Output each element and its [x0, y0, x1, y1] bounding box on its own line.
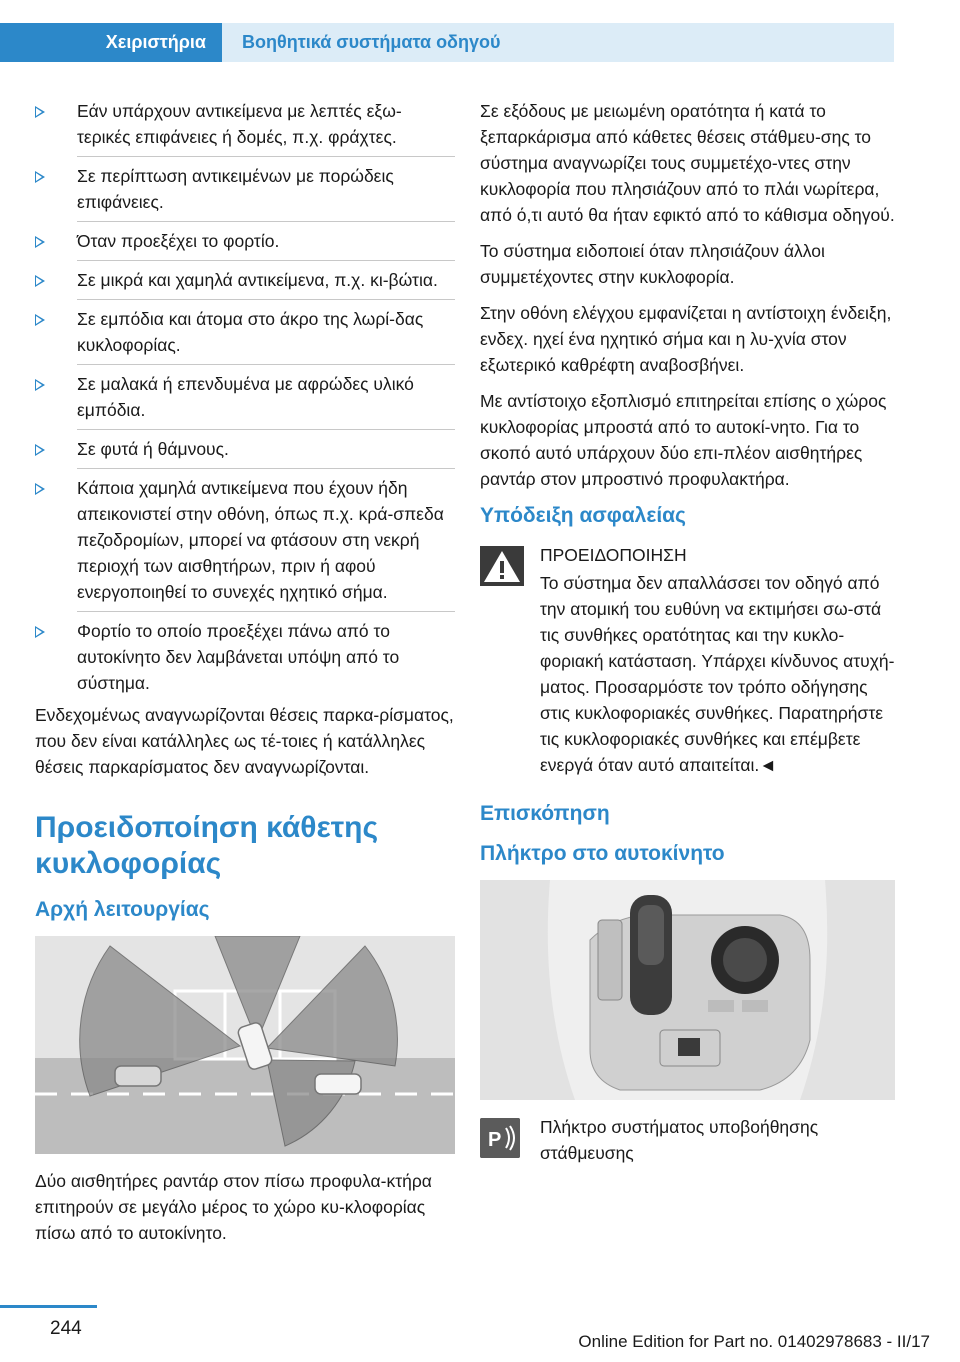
svg-text:P: P — [488, 1129, 502, 1151]
center-console-icon — [480, 880, 895, 1100]
triangle-bullet-icon — [35, 379, 45, 391]
subsection-title: Αρχή λειτουργίας — [35, 898, 210, 921]
warning-box — [480, 542, 895, 778]
tab-driver-assistance[interactable]: Βοηθητικά συστήματα οδηγού — [222, 23, 894, 62]
triangle-bullet-icon — [35, 626, 45, 638]
warning-body: Το σύστημα δεν απαλλάσσει τον οδηγό από την ατομική του ευθύνη να εκτιμήσει σω-στά τις συνθήκες ορατότητας και την κυκλο-φοριακή κατάσταση. Υπάρχει κίνδυνος ατυχή-ματος. Προσαρμόστε τον τρόπο οδήγησης στις κυκλοφοριακές συνθήκες. Παρατηρήστε τις κυκλοφοριακές συνθήκες και επέμβετε ενεργά όταν αυτό απαιτείται.◄ — [540, 573, 895, 775]
triangle-bullet-icon — [35, 106, 45, 118]
safety-title: Υπόδειξη ασφαλείας — [480, 504, 686, 527]
list-item: Φορτίο το οποίο προεξέχει πάνω από το αυτοκίνητο δεν λαμβάνεται υπόψη από το σύστημα. — [35, 618, 455, 696]
page-header — [0, 0, 960, 62]
figure-caption: Δύο αισθητήρες ραντάρ στον πίσω προφυλα-κτήρα επιτηρούν σε μεγάλο μέρος το χώρο κυ-κλοφορίας πίσω από το αυτοκίνητο. — [35, 1171, 432, 1243]
console-photo — [480, 880, 895, 1100]
page-number: 244 — [50, 1318, 82, 1339]
list-item: Εάν υπάρχουν αντικείμενα με λεπτές εξω-τερικές επιφάνειες ή δομές, π.χ. φράχτες. — [35, 98, 455, 157]
list-item: Σε εμπόδια και άτομα στο άκρο της λωρί-δας κυκλοφορίας. — [35, 306, 455, 365]
tab-controls[interactable]: Χειριστήρια — [0, 23, 222, 62]
limitations-list — [35, 98, 455, 696]
button-caption: P Πλήκτρο συστήματος υποβοήθησης στάθμευσης — [480, 1114, 895, 1166]
parking-recognition-note: Ενδεχομένως αναγνωρίζονται θέσεις παρκα-ρίσματος, που δεν είναι κατάλληλες ως τέ-τοιες ή κατάλληλες θέσεις παρκαρίσματος δεν αναγνωρίζονται. — [35, 705, 454, 777]
list-item: Σε μικρά και χαμηλά αντικείμενα, π.χ. κι-βώτια. — [35, 267, 455, 300]
warning-title: ΠΡΟΕΙΔΟΠΟΙΗΣΗ — [540, 545, 687, 565]
triangle-bullet-icon — [35, 171, 45, 183]
triangle-bullet-icon — [35, 236, 45, 248]
paragraph: Το σύστημα ειδοποιεί όταν πλησιάζουν άλλοι συμμετέχοντες στην κυκλοφορία. — [480, 241, 825, 287]
right-column — [480, 98, 895, 1166]
paragraph: Με αντίστοιχο εξοπλισμό επιτηρείται επίσης ο χώρος κυκλοφορίας μπροστά από το αυτοκί-νητο. Για το σκοπό αυτό υπάρχουν δύο επι-πλέον αισθητήρες ραντάρ στον μπροστινό προφυλακτήρα. — [480, 391, 887, 489]
warning-triangle-icon — [480, 546, 524, 586]
cross-traffic-radar-icon — [35, 936, 455, 1154]
overview-title: Επισκόπηση — [480, 802, 610, 825]
triangle-bullet-icon — [35, 314, 45, 326]
list-item: Σε περίπτωση αντικειμένων με πορώδεις επιφάνειες. — [35, 163, 455, 222]
list-item: Σε μαλακά ή επενδυμένα με αφρώδες υλικό εμπόδια. — [35, 371, 455, 430]
triangle-bullet-icon — [35, 275, 45, 287]
triangle-bullet-icon — [35, 444, 45, 456]
list-item: Κάποια χαμηλά αντικείμενα που έχουν ήδη απεικονιστεί στην οθόνη, όπως π.χ. κρά-σπεδα πεζοδρομίων, μπορεί να φτάσουν στη νεκρή περιοχή των αισθητήρων, πριν ή αφού ενεργοποιηθεί το συνεχές ηχητικό σήμα. — [35, 475, 455, 612]
section-title: Προειδοποίηση κάθετης κυκλοφορίας — [35, 811, 379, 880]
footer-rule — [0, 1305, 97, 1308]
triangle-bullet-icon — [35, 483, 45, 495]
parking-assist-button-icon — [480, 1118, 520, 1158]
paragraph: Στην οθόνη ελέγχου εμφανίζεται η αντίστοιχη ένδειξη, ενδεχ. ηχεί ένα ηχητικό σήμα και η λυ-χνία στον εξωτερικό καθρέφτη αναβοσβήνει. — [480, 303, 892, 375]
list-item: Όταν προεξέχει το φορτίο. — [35, 228, 455, 261]
list-item: Σε φυτά ή θάμνους. — [35, 436, 455, 469]
radar-illustration — [35, 936, 455, 1154]
paragraph: Σε εξόδους με μειωμένη ορατότητα ή κατά το ξεπαρκάρισμα από κάθετες θέσεις στάθμευ-σης το σύστημα αναγνωρίζει τους συμμετέχο-ντες στην κυκλοφορία που πλησιάζουν από το πλάι νωρίτερα, από ό,τι αυτό θα ήταν εφικτό από το κάθισμα οδηγού. — [480, 101, 895, 225]
edition-footer: Online Edition for Part no. 01402978683 - II/17 — [578, 1332, 930, 1351]
left-column — [35, 98, 455, 1256]
button-title: Πλήκτρο στο αυτοκίνητο — [480, 842, 725, 865]
